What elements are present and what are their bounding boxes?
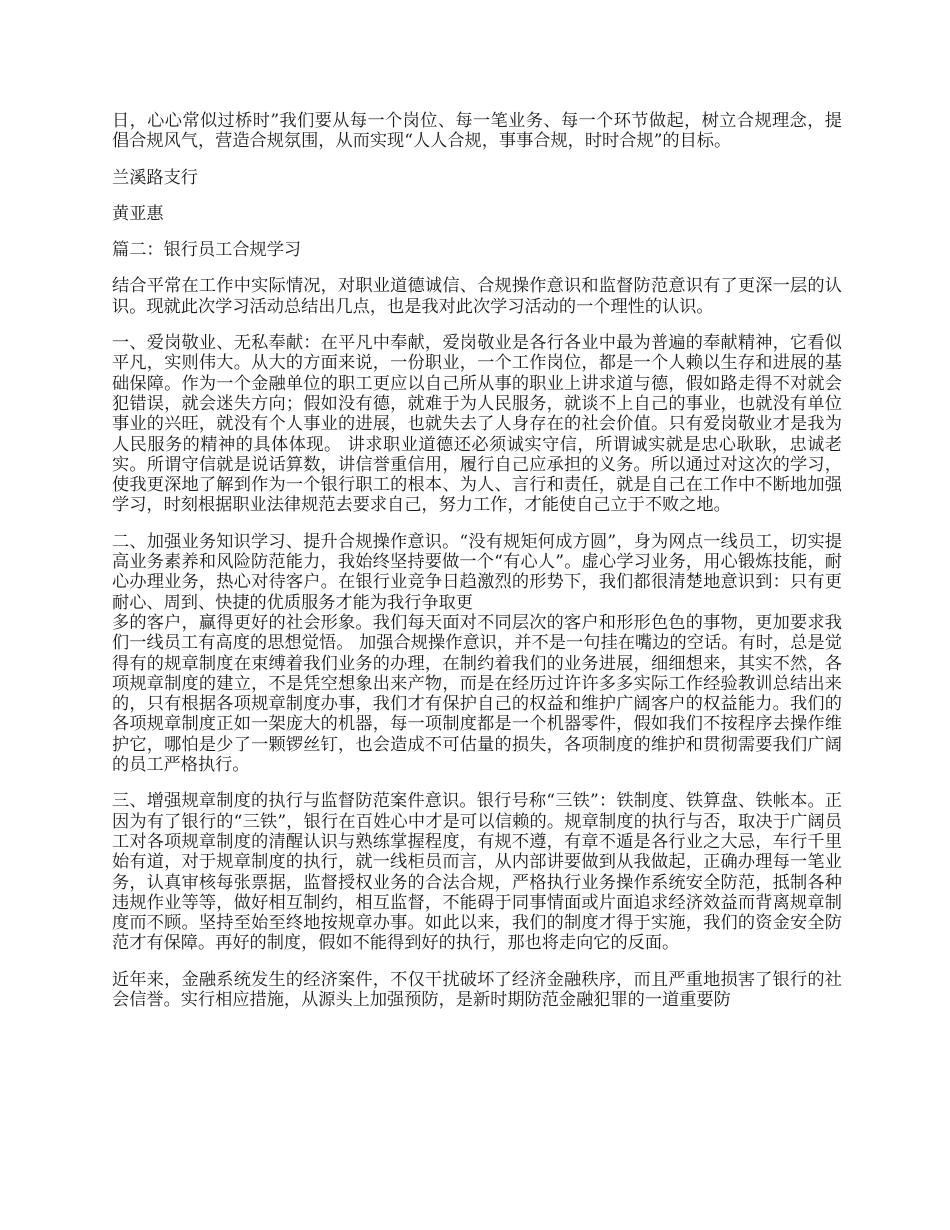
document-body xyxy=(112,111,842,1026)
paragraph-intro-closing: 日，心心常似过桥时”我们要从每一个岗位、每一笔业务、每一个环节做起，树立合规理念，提倡合规风气，营造合规氛围，从而实现“人人合规，事事合规，时时合规”的目标。 xyxy=(112,111,842,152)
paragraph-point-two: 二、加强业务知识学习、提升合规操作意识。“没有规矩何成方圆”，身为网点一线员工，切实提高业务素养和风险防范能力，我始终坚持要做一个“有心人”。虚心学习业务，用心锻炼技能，耐心办理业务，热心对待客户。在银行业竞争日趋激烈的形势下，我们都很清楚地意识到：只有更耐心、周到、快捷的优质服务才能为我行争取更 xyxy=(112,531,842,613)
section-heading: 篇二：银行员工合规学习 xyxy=(112,240,302,261)
paragraph-point-three: 三、增强规章制度的执行与监督防范案件意识。银行号称“三铁”：铁制度、铁算盘、铁帐本。正因为有了银行的“三铁”，银行在百姓心中才是可以信赖的。规章制度的执行与否，取决于广阔员工对各项规章制度的清醒认识与熟练掌握程度，有规不遵，有章不遁是各行业之大忌，车行千里始有道，对于规章制度的执行，就一线柜员而言，从内部讲要做到从我做起，正确办理每一笔业务，认真审核每张票据，监督授权业务的合法合规，严格执行业务操作系统安全防范，抵制各种违规作业等等，做好相互制约，相互监督，不能碍于同事情面或片面追求经济效益而背离规章制度而不顾。坚持至始至终地按规章办事。如此以来，我们的制度才得于实施，我们的资金安全防范才有保障。再好的制度，假如不能得到好的执行，那也将走向它的反面。 xyxy=(112,791,842,954)
paragraph-recent-years: 近年来，金融系统发生的经济案件，不仅干扰破坏了经济金融秩序，而且严重地损害了银行的社会信誉。实行相应措施，从源头上加强预防，是新时期防范金融犯罪的一道重要防 xyxy=(112,969,842,1010)
author-name: 黄亚惠 xyxy=(112,203,164,224)
paragraph-point-one: 一、爱岗敬业、无私奉献：在平凡中奉献，爱岗敬业是各行各业中最为普遍的奉献精神，它看似平凡，实则伟大。从大的方面来说，一份职业，一个工作岗位，都是一个人赖以生存和进展的基础保障。作为一个金融单位的职工更应以自己所从事的职业上讲求道与德，假如路走得不对就会犯错误，就会迷失方向；假如没有德，就难于为人民服务，就谈不上自己的事业，也就没有单位事业的兴旺，就没有个人事业的进展，也就失去了人身存在的社会价值。只有爱岗敬业才是我为人民服务的精神的具体体现。 讲求职业道德还必须诚实守信，所谓诚实就是忠心耿耿，忠诚老实。所谓守信就是说话算数，讲信誉重信用，履行自己应承担的义务。所以通过对这次的学习，使我更深地了解到作为一个银行职工的根本、为人、言行和责任，就是自己在工作中不断地加强学习，时刻根据职业法律规范去要求自己，努力工作，才能使自己立于不败之地。 xyxy=(112,333,842,516)
paragraph-point-two-continued: 多的客户，赢得更好的社会形象。我们每天面对不同层次的客户和形形色色的事物，更加要求我们一线员工有高度的思想觉悟。 加强合规操作意识，并不是一句挂在嘴边的空话。有时，总是觉得有的规章制度在束缚着我们业务的办理，在制约着我们的业务进展，细细想来，其实不然，各项规章制度的建立，不是凭空想象出来产物，而是在经历过许许多多实际工作经验教训总结出来的，只有根据各项规章制度办事，我们才有保护自己的权益和维护广阔客户的权益能力。我们的各项规章制度正如一架庞大的机器，每一项制度都是一个机器零件，假如我们不按程序去操作维护它，哪怕是少了一颗锣丝钉，也会造成不可估量的损失，各项制度的维护和贯彻需要我们广阔的员工严格执行。 xyxy=(112,612,842,776)
branch-name: 兰溪路支行 xyxy=(112,167,198,188)
paragraph-summary: 结合平常在工作中实际情况，对职业道德诚信、合规操作意识和监督防范意识有了更深一层的认识。现就此次学习活动总结出几点，也是我对此次学习活动的一个理性的认识。 xyxy=(112,276,842,317)
